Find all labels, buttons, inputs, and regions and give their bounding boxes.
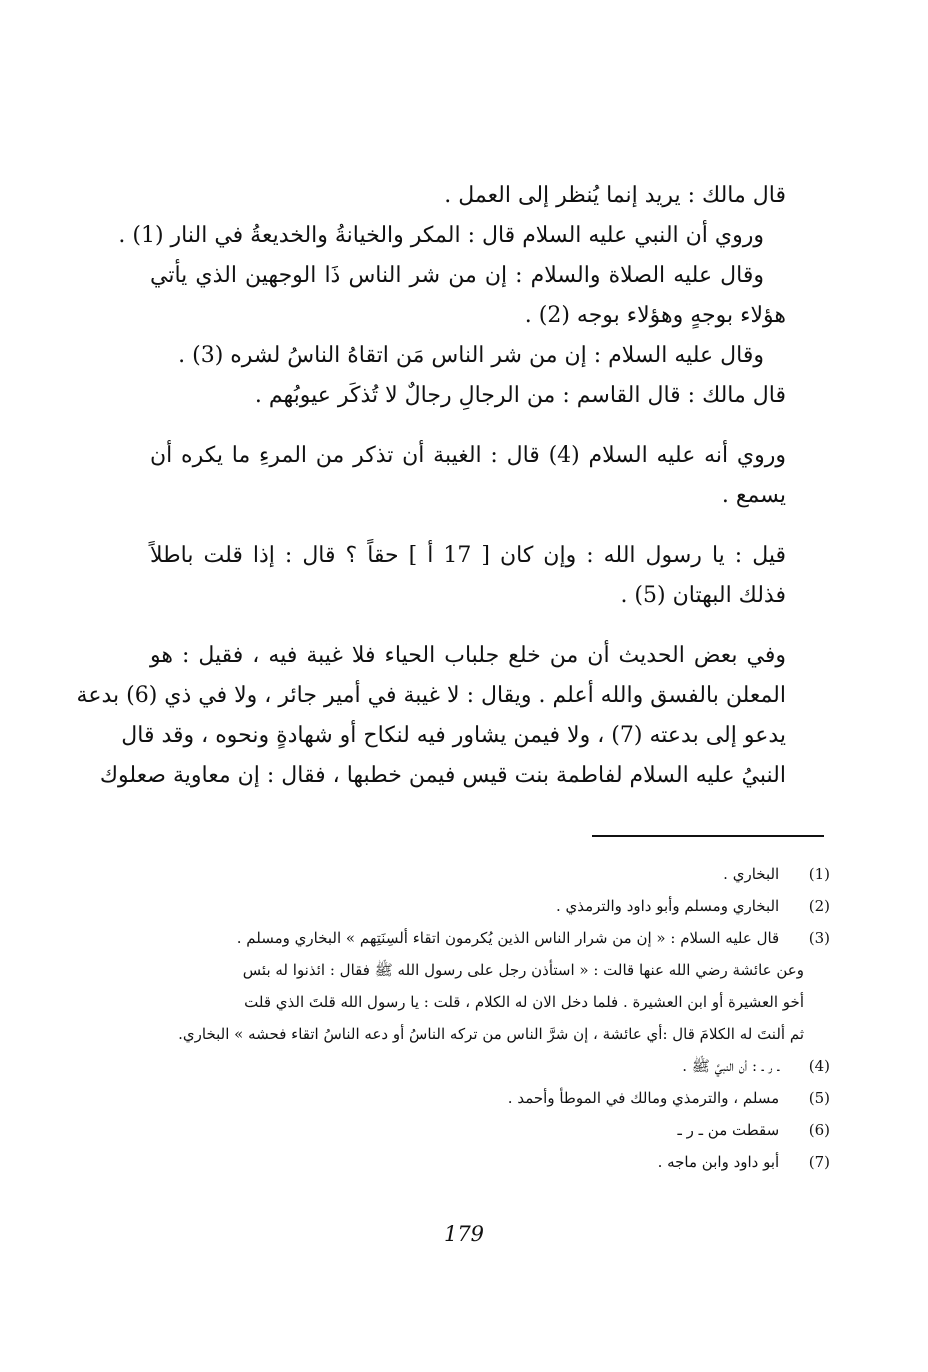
- text-line: وفي بعض الحديث أن من خلع جلباب الحياء فلا غيبة فيه ، فقيل : هو: [150, 643, 786, 668]
- footnote-text: البخاري .: [723, 865, 780, 883]
- footnote-number: (6): [808, 1121, 830, 1139]
- text-line: قال مالك : يريد إنما يُنظر إلى العمل .: [444, 183, 786, 208]
- text-line: قيل : يا رسول الله : وإن كان [ 17 أ ] حقاً ؟ قال : إذا قلت باطلاً: [150, 543, 787, 568]
- footnote: [150, 1146, 830, 1178]
- footnote-number: (7): [808, 1153, 830, 1171]
- text-line: هؤلاء بوجهٍ وهؤلاء بوجه (2) .: [524, 303, 786, 328]
- footnote-number: (4): [808, 1057, 830, 1075]
- footnote-number: (1): [808, 865, 830, 883]
- footnote-continuation: وعن عائشة رضي الله عنها قالت : « استأذن رجل على رسول الله ﷺ فقال : ائذنوا له بئس: [242, 961, 804, 979]
- text-line: يدعو إلى بدعته (7) ، ولا فيمن يشاور فيه لنكاح أو شهادةٍ ونحوه ، وقد قال: [121, 723, 786, 748]
- text-line: وقال عليه السلام : إن من شر الناس مَن اتقاهُ الناسُ لشره (3) .: [178, 343, 764, 368]
- text-line: النبيُ عليه السلام لفاطمة بنت قيس فيمن خطبها ، فقال : إن معاوية صعلوك: [99, 763, 786, 788]
- text-line: يسمع .: [721, 483, 786, 508]
- text-line: المعلن بالفسق والله أعلم . ويقال : لا غيبة في أمير جائر ، ولا في ذي (6) بدعة: [76, 683, 786, 708]
- footnote-text: أبو داود وابن ماجه .: [657, 1153, 780, 1171]
- footnote-text: قال عليه السلام : « إن من شرار الناس الذين يُكرمون اتقاء ألسِنَتِهم » البخاري ومسلم .: [236, 929, 780, 947]
- main-text: [76, 176, 787, 796]
- footnote-number: (5): [808, 1089, 830, 1107]
- footnote-number: (3): [808, 929, 830, 947]
- text-line: وروي أن النبي عليه السلام قال : المكر والخيانةُ والخديعةُ في النار (1) .: [118, 223, 764, 248]
- footnote-text: البخاري ومسلم وأبو داود والترمذي .: [555, 897, 780, 915]
- footnote: [150, 858, 830, 890]
- footnote: [150, 922, 830, 954]
- footnote-number: (2): [808, 897, 830, 915]
- footnote-continuation: أخو العشيرة أو ابن العشيرة . فلما دخل الان له الكلام ، قلت : يا رسول الله قلتَ الذي قلت: [244, 993, 804, 1011]
- footnote-text: مسلم ، والترمذي ومالك في الموطأ وأحمد .: [507, 1089, 780, 1107]
- text-line: وقال عليه الصلاة والسلام : إن من شر الناس ذَا الوجهين الذي يأتي: [150, 263, 764, 288]
- footnote: [150, 1082, 830, 1114]
- footnote-continuation: ثم ألنتَ له الكلامَ قال :أي عائشة ، إن شرَّ الناس من تركه الناسُ أو دعه الناسُ اتقاء فحشه » البخاري.: [178, 1025, 804, 1043]
- footnotes: [150, 858, 830, 1178]
- footnote: [150, 1050, 830, 1082]
- footnote-text: ـ ر ـ : أن النبيَّ ﷺ .: [682, 1057, 780, 1075]
- text-line: فذلك البهتان (5) .: [620, 583, 786, 608]
- footnote-divider: [592, 835, 824, 837]
- text-line: قال مالك : قال القاسم : من الرجالِ رجالٌ لا تُذكَر عيوبُهم .: [254, 383, 786, 408]
- page-number: 179: [443, 1222, 485, 1246]
- footnote-text: سقطت من ـ ر ـ: [677, 1121, 780, 1139]
- footnote: [150, 1114, 830, 1146]
- text-line: وروي أنه عليه السلام (4) قال : الغيبة أن تذكر من المرءِ ما يكره أن: [150, 443, 786, 468]
- footnote: [150, 890, 830, 922]
